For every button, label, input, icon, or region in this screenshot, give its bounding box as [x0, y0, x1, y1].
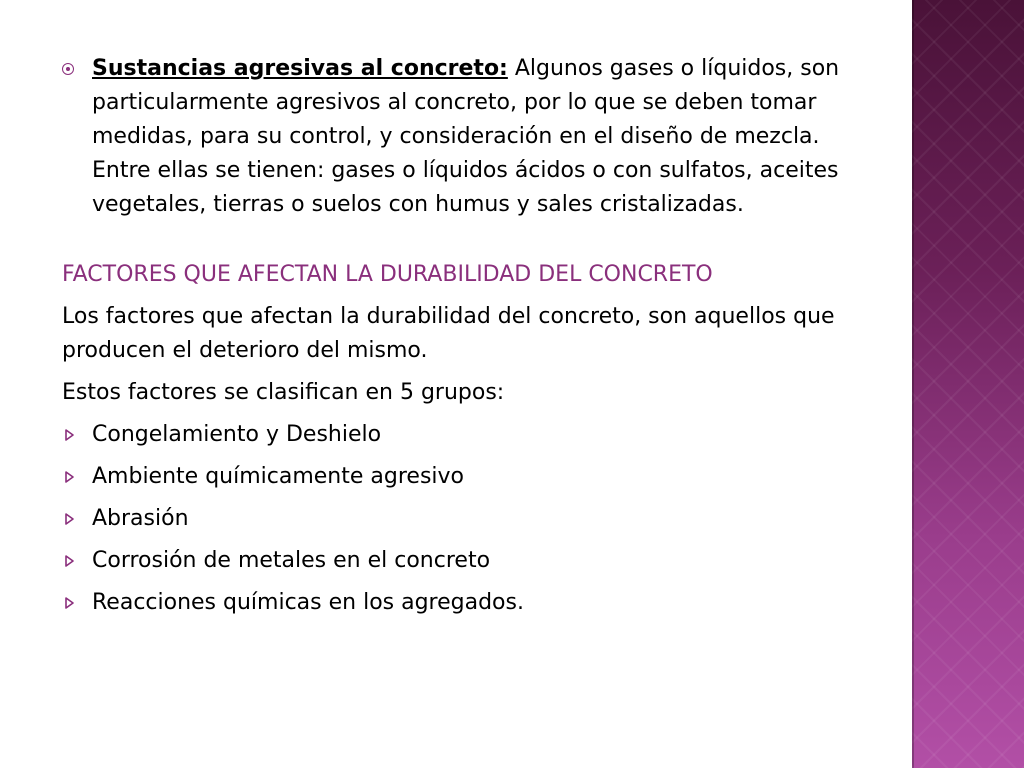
- factors-paragraph: Los factores que afectan la durabilidad del concreto, son aquellos que producen el deterioro del mismo.: [62, 304, 835, 363]
- list-item: [62, 418, 862, 452]
- intro-bullet: [62, 52, 862, 222]
- list-item-label: Corrosión de metales en el concreto: [92, 548, 491, 573]
- list-item-label: Congelamiento y Deshielo: [92, 422, 382, 447]
- slide-content: [62, 52, 862, 628]
- list-item-label: Ambiente químicamente agresivo: [92, 464, 464, 489]
- list-item: [62, 586, 862, 620]
- intro-term: Sustancias agresivas al concreto:: [92, 56, 508, 81]
- list-item: [62, 544, 862, 578]
- list-item-label: Abrasión: [92, 506, 189, 531]
- section-heading: FACTORES QUE AFECTAN LA DURABILIDAD DEL CONCRETO: [62, 262, 713, 287]
- intro-text: Algunos gases o líquidos, son particularmente agresivos al concreto, por lo que se deben tomar medidas, para su control, y consideración en el diseño de mezcla. Entre ellas se tienen: gases o líquidos ácidos o con sulfatos, aceites vegetales, tierras o suelos con humus y sales cristalizadas.: [92, 56, 840, 217]
- decorative-side-band: [912, 0, 1024, 768]
- groups-intro: Estos factores se clasifican en 5 grupos:: [62, 380, 505, 405]
- list-item: [62, 460, 862, 494]
- list-item-label: Reacciones químicas en los agregados.: [92, 590, 524, 615]
- list-item: [62, 502, 862, 536]
- side-band-edge: [912, 0, 914, 768]
- factors-list: [62, 418, 862, 620]
- circle-bullet-icon: [62, 63, 74, 75]
